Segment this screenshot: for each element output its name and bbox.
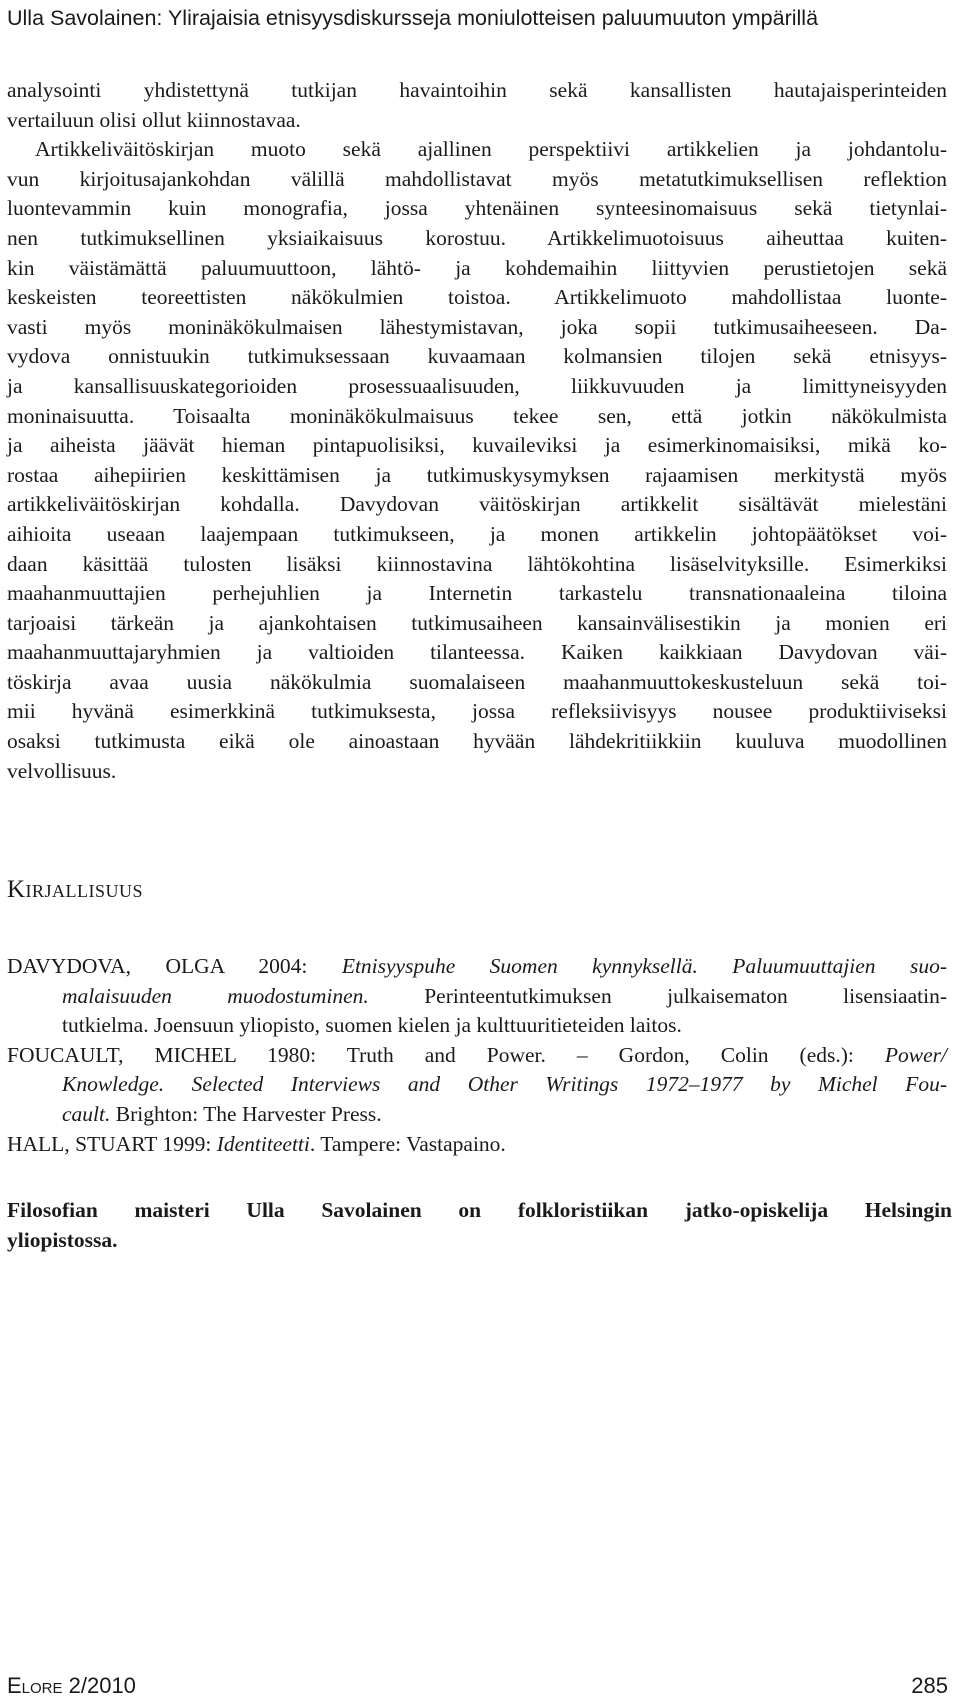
body-line: kin väistämättä paluumuuttoon, lähtö- ja kohdemaihin liittyvien perustietojen sekä [7, 255, 947, 280]
reference-text: Perinteentutkimuksen julkaisematon lisensiaatin- [368, 983, 947, 1008]
reference-line [7, 982, 947, 1012]
section-heading-references: Kirjallisuus [7, 876, 144, 903]
running-header: Ulla Savolainen: Ylirajaisia etnisyysdiskursseja moniulotteisen paluumuuton ympärillä [7, 6, 819, 30]
author-bio-line: Filosofian maisteri Ulla Savolainen on folkloristiikan jatko-opiskelija Helsingin [7, 1198, 952, 1222]
reference-title: cault. [62, 1101, 111, 1126]
reference-list [7, 952, 947, 1159]
body-line: vasti myös moninäkökulmaisen lähestymistavan, joka sopii tutkimusaiheeseen. Da- [7, 314, 947, 339]
footer-page-number: 285 [911, 1673, 948, 1698]
reference-line [7, 1041, 947, 1071]
body-line: velvollisuus. [7, 758, 117, 783]
body-line: artikkeliväitöskirjan kohdalla. Davydovan väitöskirjan artikkelit sisältävät mielestäni [7, 492, 947, 517]
body-line: töskirja avaa uusia näkökulmia suomalaiseen maahanmuuttokeskusteluun sekä toi- [7, 669, 947, 694]
reference-item [7, 1041, 947, 1130]
body-line: maahanmuuttajaryhmien ja valtioiden tilanteessa. Kaiken kaikkiaan Davydovan väi- [7, 640, 947, 665]
reference-title: malaisuuden muodostuminen. [62, 983, 369, 1008]
reference-line [7, 1070, 947, 1100]
body-line: nen tutkimuksellinen yksiaikaisuus korostuu. Artikkelimuotoisuus aiheuttaa kuiten- [7, 225, 947, 250]
body-line: aihioita useaan laajempaan tutkimukseen, ja monen artikkelin johtopäätökset voi- [7, 521, 947, 546]
body-line: moninaisuutta. Toisaalta moninäkökulmaisuus tekee sen, että jotkin näkökulmista [7, 403, 947, 428]
reference-line [7, 1130, 947, 1160]
body-line: vertailuun olisi ollut kiinnostavaa. [7, 107, 301, 132]
reference-line [7, 952, 947, 982]
body-line: keskeisten teoreettisten näkökulmien toistoa. Artikkelimuoto mahdollistaa luonte- [7, 285, 947, 310]
reference-author: HALL, STUART 1999: [7, 1131, 217, 1156]
body-line: vun kirjoitusajankohdan välillä mahdollistavat myös metatutkimuksellisen reflektion [7, 166, 947, 191]
reference-title: Etnisyyspuhe Suomen kynnyksellä. Paluumuuttajien suo- [341, 954, 948, 978]
reference-text: . Tampere: Vastapaino. [309, 1131, 506, 1156]
reference-line: tutkielma. Joensuun yliopisto, suomen kielen ja kulttuuritieteiden laitos. [62, 1013, 682, 1038]
reference-item [7, 1130, 947, 1160]
body-line: Artikkeliväitöskirjan muoto sekä ajallinen perspektiivi artikkelien ja johdantolu- [35, 137, 947, 162]
body-line: analysointi yhdistettynä tutkijan havaintoihin sekä kansallisten hautajaisperinteiden [7, 78, 947, 102]
author-bio-line: yliopistossa. [7, 1227, 118, 1252]
reference-title: Power/ [884, 1042, 947, 1067]
reference-author: DAVYDOVA, OLGA 2004: [7, 954, 342, 978]
body-line: ja kansallisuuskategorioiden prosessuaalisuuden, liikkuvuuden ja limittyneisyyden [7, 373, 947, 398]
reference-text: Brighton: The Harvester Press. [110, 1101, 382, 1126]
reference-line [7, 1100, 947, 1130]
body-line: luontevammin kuin monografia, jossa yhtenäinen synteesinomaisuus sekä tietynlai- [7, 196, 947, 221]
body-line: maahanmuuttajien perhejuhlien ja Internetin tarkastelu transnationaaleina tiloina [7, 581, 947, 606]
reference-author: FOUCAULT, MICHEL 1980: Truth and Power. – Gordon, Colin (eds.): [7, 1042, 885, 1067]
body-paragraphs [7, 76, 947, 786]
body-line: tarjoaisi tärkeän ja ajankohtaisen tutkimusaiheen kansainvälisestikin ja monien eri [7, 610, 947, 635]
body-line: mii hyvänä esimerkkinä tutkimuksesta, jossa refleksiivisyys nousee produktiiviseksi [7, 699, 947, 724]
body-line: ja aiheista jäävät hieman pintapuolisiksi, kuvaileviksi ja esimerkinomaisiksi, mikä ko- [7, 433, 947, 458]
body-line: rostaa aihepiirien keskittämisen ja tutkimuskysymyksen rajaamisen merkitystä myös [7, 462, 947, 487]
reference-title: Knowledge. Selected Interviews and Other Writings 1972–1977 by Michel Fou- [62, 1072, 947, 1097]
reference-item [7, 952, 947, 1041]
reference-title: Identiteetti [216, 1131, 310, 1156]
footer-journal: Elore 2/2010 [7, 1673, 136, 1698]
body-line: vydova onnistuukin tutkimuksessaan kuvaamaan kolmansien tilojen sekä etnisyys- [7, 344, 947, 369]
author-bio [7, 1196, 952, 1255]
body-line: daan käsittää tulosten lisäksi kiinnostavina lähtökohtina lisäselvityksille. Esimerkiksi [7, 551, 947, 576]
body-line: osaksi tutkimusta eikä ole ainoastaan hyvään lähdekritiikkiin kuuluva muodollinen [7, 729, 947, 754]
